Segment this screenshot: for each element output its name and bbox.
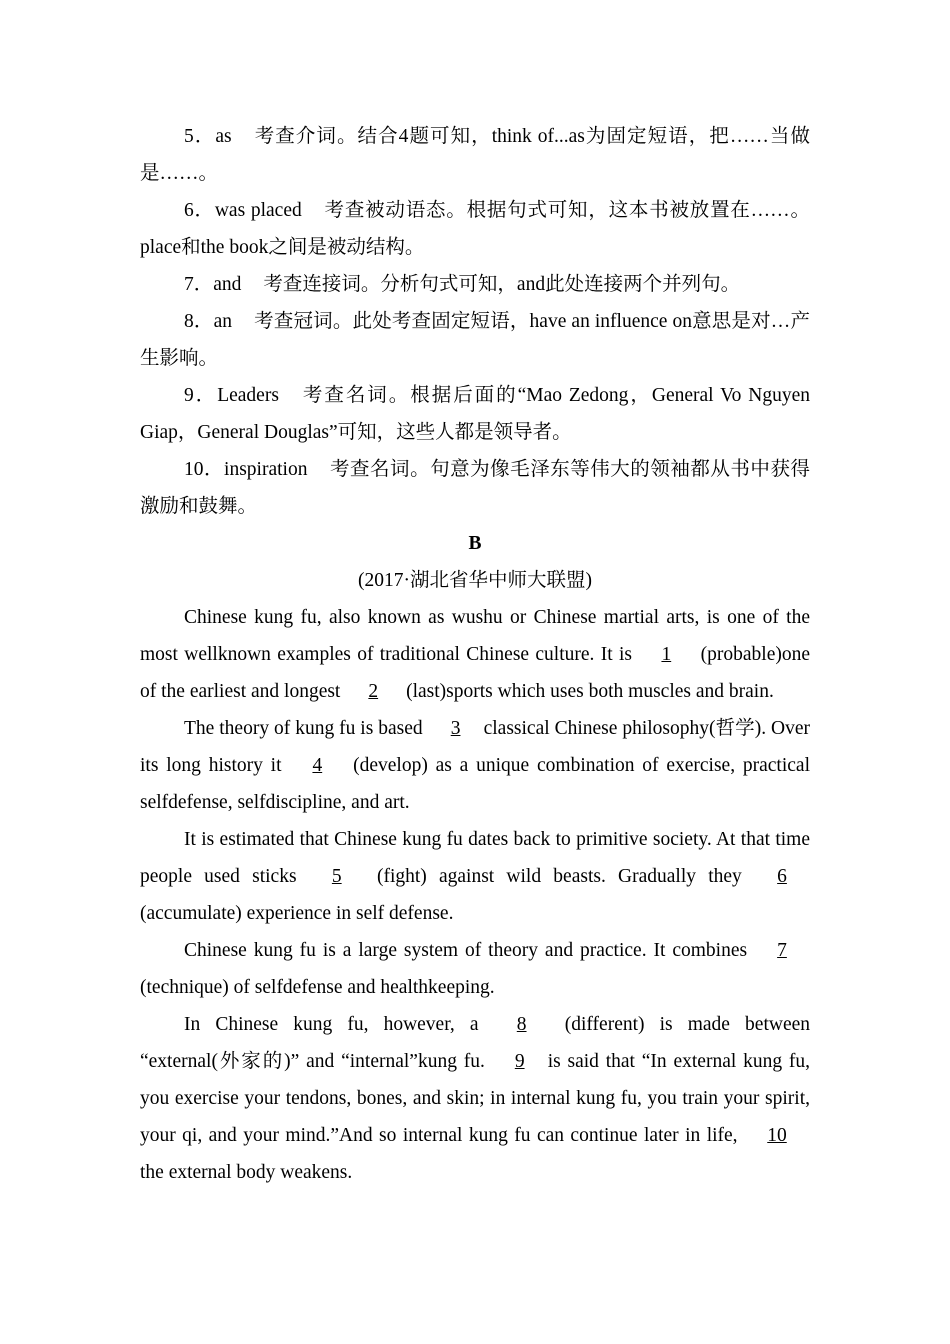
answer-word: inspiration bbox=[224, 459, 308, 480]
answer-word: Leaders bbox=[217, 385, 279, 406]
passage-text: (develop) as a unique combination of exercise, practical selfdefense, selfdiscipline, and art. bbox=[140, 755, 810, 813]
document-page bbox=[140, 118, 810, 1191]
passage-text: is said that “In external kung fu, you exercise your tendons, bones, and skin; in internal kung fu, you train your spirit, your qi, and your mind.”And so internal kung fu can continue later in life, bbox=[140, 1051, 810, 1146]
answer-number: 7． bbox=[184, 274, 214, 295]
blank-1: 1 bbox=[661, 644, 672, 665]
answer-note: 考查名词。根据后面的“Mao Zedong，General Vo Nguyen Giap，General Douglas”可知，这些人都是领导者。 bbox=[140, 385, 810, 443]
answer-9 bbox=[140, 377, 810, 451]
answer-number: 5． bbox=[184, 126, 216, 147]
answer-word: and bbox=[213, 274, 242, 295]
blank-7: 7 bbox=[777, 940, 787, 961]
passage-paragraph-2 bbox=[140, 710, 810, 821]
passage-text: Chinese kung fu is a large system of theory and practice. It combines bbox=[184, 940, 754, 961]
blank-2: 2 bbox=[368, 681, 379, 702]
blank-5: 5 bbox=[331, 866, 342, 887]
passage-paragraph-5 bbox=[140, 1006, 810, 1191]
blank-9: 9 bbox=[514, 1051, 525, 1072]
answer-number: 8． bbox=[184, 311, 214, 332]
section-source: (2017·湖北省华中师大联盟) bbox=[358, 570, 592, 591]
passage-text: (different) is made between “external(外家的)” and “internal”kung fu. bbox=[140, 1014, 810, 1072]
passage-paragraph-4 bbox=[140, 932, 810, 1006]
answer-word: was placed bbox=[214, 200, 302, 221]
passage-text: In Chinese kung fu, however, a bbox=[184, 1014, 494, 1035]
passage-text: It is estimated that Chinese kung fu dates back to primitive society. At that time people used sticks bbox=[140, 829, 810, 887]
passage-text: (accumulate) experience in self defense. bbox=[140, 903, 454, 924]
answer-word: as bbox=[215, 126, 232, 147]
blank-8: 8 bbox=[516, 1014, 527, 1035]
answer-note: 考查连接词。分析句式可知，and此处连接两个并列句。 bbox=[263, 274, 741, 295]
answer-word: an bbox=[213, 311, 232, 332]
answer-5 bbox=[140, 118, 810, 192]
section-heading: B bbox=[468, 533, 482, 554]
passage-paragraph-1 bbox=[140, 599, 810, 710]
answer-10 bbox=[140, 451, 810, 525]
answer-note: 考查冠词。此处考查固定短语，have an influence on意思是对…产生影响。 bbox=[140, 311, 810, 369]
passage-text: Chinese kung fu, also known as wushu or Chinese martial arts, is one of the most wellknown examples of traditional Chinese culture. It is bbox=[140, 607, 810, 665]
answer-number: 9． bbox=[184, 385, 218, 406]
passage-text: the external body weakens. bbox=[140, 1162, 353, 1183]
answer-note: 考查介词。结合4题可知，think of...as为固定短语，把……当做是……。 bbox=[140, 126, 810, 184]
passage-text: (technique) of selfdefense and healthkeeping. bbox=[140, 977, 495, 998]
answer-number: 6． bbox=[184, 200, 215, 221]
answer-7 bbox=[140, 266, 810, 303]
passage-text: The theory of kung fu is based bbox=[184, 718, 428, 739]
blank-6: 6 bbox=[777, 866, 787, 887]
answer-note: 考查名词。句意为像毛泽东等伟大的领袖都从书中获得激励和鼓舞。 bbox=[140, 459, 810, 517]
blank-4: 4 bbox=[312, 755, 323, 776]
answer-8 bbox=[140, 303, 810, 377]
passage-text: (fight) against wild beasts. Gradually they bbox=[364, 866, 755, 887]
passage-text: classical Chinese philosophy(哲学). Over its long history it bbox=[140, 718, 810, 776]
passage-paragraph-3 bbox=[140, 821, 810, 932]
passage-text: (last)sports which uses both muscles and brain. bbox=[401, 681, 774, 702]
answer-6 bbox=[140, 192, 810, 266]
answer-note: 考查被动语态。根据句式可知，这本书被放置在……。place和the book之间是被动结构。 bbox=[140, 200, 810, 258]
passage-text: (probable)one of the earliest and longest bbox=[140, 644, 811, 702]
answer-number: 10． bbox=[184, 459, 225, 480]
blank-3: 3 bbox=[450, 718, 461, 739]
blank-10: 10 bbox=[767, 1125, 787, 1146]
